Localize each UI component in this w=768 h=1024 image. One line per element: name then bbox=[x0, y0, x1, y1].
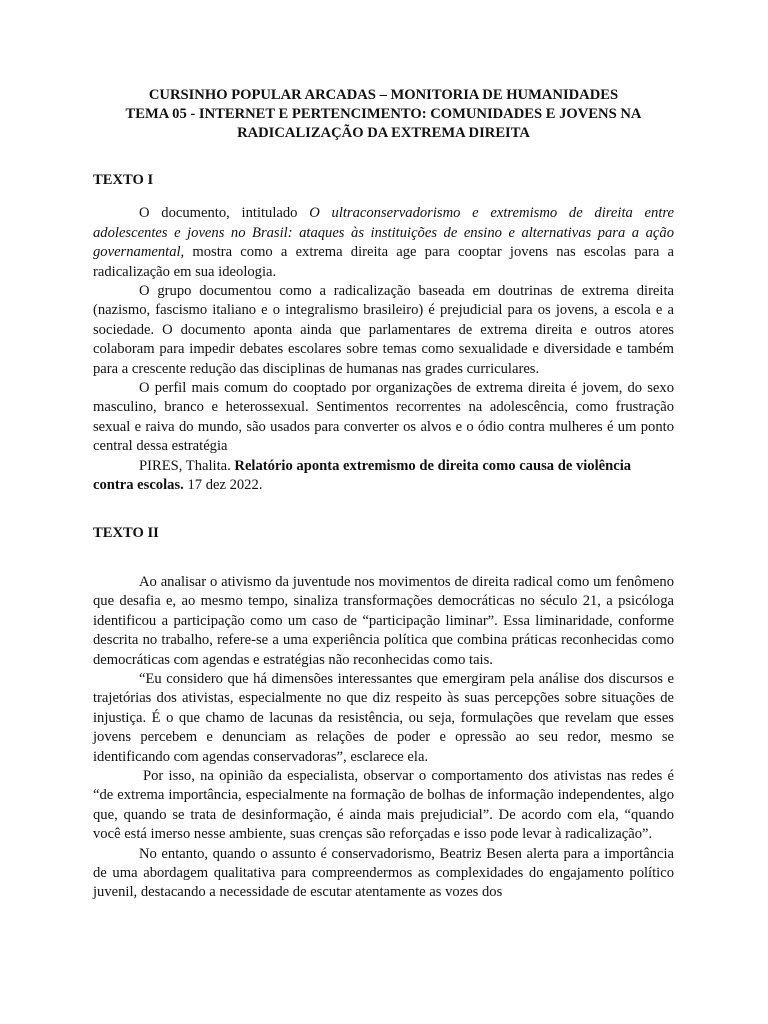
texto-2-paragraph-2: “Eu considero que há dimensões interessantes que emergiram pela análise dos discursos e trajetórias dos ativistas, especialmente no que diz respeito às suas percepções sobre situações de injustiça. É o que chamo de lacunas da resistência, ou seja, formulações que revelam que esses jovens percebem e denunciam as relações de poder e opressão ao seu redor, mesmo se identificando com agendas conservadoras”, esclarece ela. bbox=[93, 670, 674, 765]
header-line-3: RADICALIZAÇÃO DA EXTREMA DIREITA bbox=[237, 125, 530, 141]
document-title-italic: O ultraconservadorismo e extremismo de direita entre adolescentes e jovens no Brasil: ataques às instituições de ensino e alternativas para a ação governamental bbox=[93, 205, 674, 261]
header-line-1: CURSINHO POPULAR ARCADAS – MONITORIA DE HUMANIDADES bbox=[148, 87, 619, 103]
texto-1-paragraph-2: O grupo documentou como a radicalização baseada em doutrinas de extrema direita (nazismo, fascismo italiano e o integralismo brasileiro) é prejudicial para os jovens, a escola e a sociedade. O documento aponta ainda que parlamentares de extrema direita e outros atores colaboram para impedir debates escolares sobre temas como sexualidade e diversidade e também para a crescente redução das disciplinas de humanas nas grades curriculares. bbox=[93, 283, 674, 377]
texto-2-paragraph-1: Ao analisar o ativismo da juventude nos movimentos de direita radical como um fenômeno que desafia e, ao mesmo tempo, sinaliza transformações democráticas no século 21, a psicóloga identificou a participação como um caso de “participação liminar”. Essa liminaridade, conforme descrita no trabalho, refere-se a uma experiência política que combina práticas reconhecidas como democráticas com agendas e estratégias não reconhecidas como tais. bbox=[93, 573, 674, 668]
texto-1-reference bbox=[93, 457, 674, 496]
texto-2-title: TEXTO II bbox=[93, 524, 159, 541]
document-page bbox=[93, 86, 674, 903]
texto-1-title: TEXTO I bbox=[93, 172, 154, 188]
reference-title: Relatório aponta extremismo de direita como causa de violência contra escolas. bbox=[93, 457, 632, 494]
reference-date: 17 dez 2022. bbox=[183, 477, 263, 494]
header-line-2: TEMA 05 - INTERNET E PERTENCIMENTO: COMUNIDADES E JOVENS NA bbox=[125, 106, 642, 122]
texto-1-paragraph-1 bbox=[93, 204, 674, 282]
document-header bbox=[93, 86, 674, 143]
texto-1-p1-start: O documento, intitulado bbox=[139, 205, 310, 222]
texto-1-paragraph-3: O perfil mais comum do cooptado por organizações de extrema direita é jovem, do sexo masculino, branco e heterossexual. Sentimentos recorrentes na adolescência, como frustração sexual e raiva do mundo, são usados para converter os alvos e o ódio contra mulheres é um ponto central dessa estratégia bbox=[93, 380, 674, 455]
texto-2-paragraph-4: No entanto, quando o assunto é conservadorismo, Beatriz Besen alerta para a importância de uma abordagem qualitativa para compreendermos as complexidades do engajamento político juvenil, destacando a necessidade de escutar atentamente as vozes dos bbox=[93, 845, 674, 901]
texto-1-p1-end: , mostra como a extrema direita age para cooptar jovens nas escolas para a radicalização em sua ideologia. bbox=[93, 244, 674, 280]
reference-author: PIRES, Thalita. bbox=[139, 457, 235, 474]
texto-2-paragraph-3: Por isso, na opinião da especialista, observar o comportamento dos ativistas nas redes é “de extrema importância, especialmente na formação de bolhas de informação independentes, algo que, quando se trata de desinformação, é ainda mais prejudicial”. De acordo com ela, “quando você está imerso nesse ambiente, suas crenças são reforçadas e isso pode levar à radicalização”. bbox=[93, 767, 674, 843]
